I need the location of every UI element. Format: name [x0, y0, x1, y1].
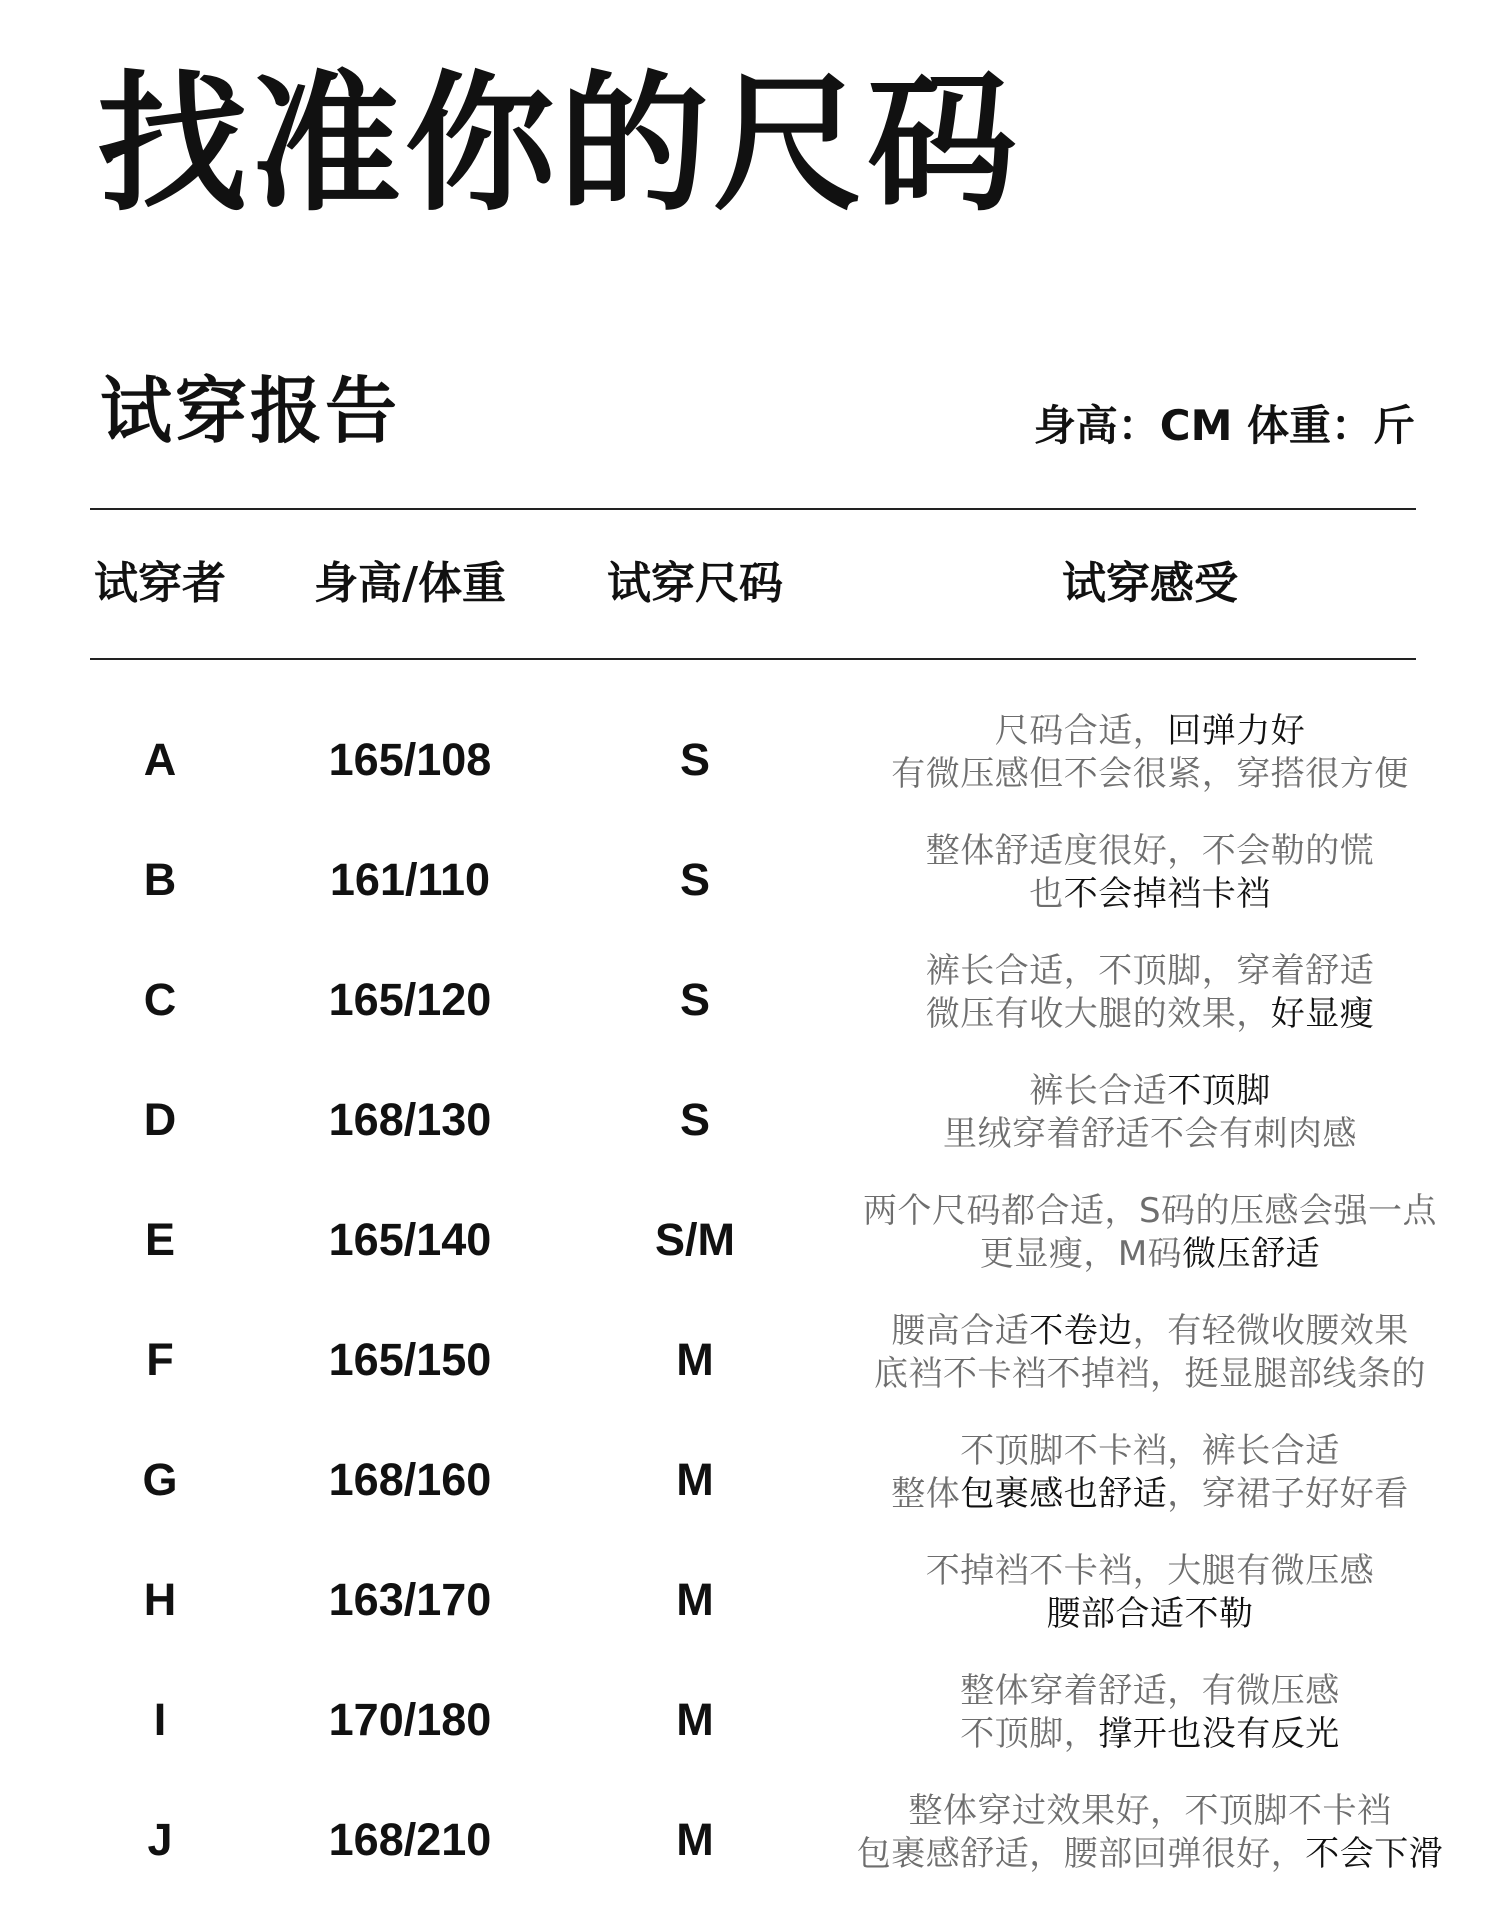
table-row [0, 1780, 1500, 1900]
tester-id: J [147, 1814, 173, 1865]
feedback-highlight: 不会掉裆卡裆 [1063, 874, 1271, 914]
height-weight-value: 165/150 [328, 1334, 492, 1385]
size-value: S [679, 854, 710, 905]
tester-id: H [143, 1574, 177, 1625]
feedback-segment: 整体舒适度很好，不会勒的慌 [925, 831, 1375, 871]
tester-id: E [144, 1214, 175, 1265]
tester-id: A [143, 734, 177, 785]
feedback-highlight: 不顶脚 [1167, 1071, 1271, 1111]
header-feedback: 试穿感受 [1062, 558, 1238, 609]
size-value: S [679, 734, 710, 785]
size-value: M [676, 1574, 714, 1625]
feedback-text [840, 1670, 1460, 1756]
height-weight-value: 168/160 [328, 1454, 492, 1505]
feedback-line [840, 710, 1460, 753]
feedback-segment: 底裆不卡裆不掉裆，挺显腿部线条的 [874, 1354, 1426, 1394]
feedback-segment: 有微压感但不会很紧，穿搭很方便 [891, 754, 1409, 794]
feedback-line [840, 1353, 1460, 1396]
feedback-segment: 尺码合适， [994, 711, 1168, 751]
size-value: S [679, 1094, 710, 1145]
feedback-text [840, 1070, 1460, 1156]
feedback-line [840, 873, 1460, 916]
feedback-line [840, 1550, 1460, 1593]
feedback-segment: 更显瘦，M码 [979, 1234, 1183, 1274]
feedback-line [840, 1670, 1460, 1713]
tester-id: G [142, 1454, 178, 1505]
table-row [0, 700, 1500, 820]
height-weight-value: 165/120 [328, 974, 492, 1025]
feedback-segment: 也 [1029, 874, 1064, 914]
feedback-segment: 整体穿过效果好，不顶脚不卡裆 [908, 1791, 1392, 1831]
height-weight-value: 161/110 [329, 854, 491, 905]
feedback-line [840, 1833, 1460, 1876]
feedback-segment: 里绒穿着舒适不会有刺肉感 [943, 1114, 1357, 1154]
tester-id: I [153, 1694, 167, 1745]
height-weight-value: 168/210 [328, 1814, 492, 1865]
feedback-line [840, 1310, 1460, 1353]
feedback-line [840, 1070, 1460, 1113]
feedback-segment: 微压有收大腿的效果， [925, 994, 1271, 1034]
feedback-text [840, 710, 1460, 796]
header-tester: 试穿者 [94, 558, 226, 609]
feedback-highlight: 腰部合适不勒 [1046, 1594, 1254, 1634]
feedback-line [840, 1713, 1460, 1756]
size-value: S [679, 974, 710, 1025]
feedback-segment: 两个尺码都合适，S码的压感会强一点 [862, 1191, 1438, 1231]
tester-id: D [143, 1094, 177, 1145]
table-row [0, 1660, 1500, 1780]
size-value: M [676, 1454, 714, 1505]
feedback-segment: 裤长合适，不顶脚，穿着舒适 [925, 951, 1375, 991]
table-header [0, 510, 1500, 658]
feedback-line [840, 1430, 1460, 1473]
tester-id: F [146, 1334, 174, 1385]
feedback-line [840, 1790, 1460, 1833]
feedback-highlight: 不卷边 [1029, 1311, 1133, 1351]
feedback-segment: 裤长合适 [1029, 1071, 1168, 1111]
header-size: 试穿尺码 [607, 558, 783, 609]
feedback-text [840, 830, 1460, 916]
feedback-highlight: 好显瘦 [1270, 994, 1375, 1034]
feedback-text [840, 950, 1460, 1036]
feedback-segment: 腰高合适 [891, 1311, 1030, 1351]
section-title: 试穿报告 [100, 369, 401, 453]
feedback-segment: ，有轻微收腰效果 [1132, 1311, 1409, 1351]
height-weight-value: 165/140 [328, 1214, 492, 1265]
feedback-highlight: 微压舒适 [1182, 1234, 1321, 1274]
height-weight-value: 168/130 [328, 1094, 492, 1145]
table-row [0, 1300, 1500, 1420]
feedback-text [840, 1430, 1460, 1516]
feedback-segment: 不顶脚， [960, 1714, 1099, 1754]
feedback-text [840, 1190, 1460, 1276]
page-title: 找准你的尺码 [97, 58, 1022, 232]
feedback-line [840, 830, 1460, 873]
feedback-highlight: 包裹感也舒适 [960, 1474, 1168, 1514]
table-row [0, 1540, 1500, 1660]
size-value: S/M [654, 1214, 735, 1265]
table-header-rule [90, 658, 1416, 660]
table-row [0, 820, 1500, 940]
feedback-line [840, 1190, 1460, 1233]
size-value: M [676, 1334, 714, 1385]
feedback-line [840, 1113, 1460, 1156]
feedback-line [840, 1593, 1460, 1636]
header-height-weight: 身高/体重 [313, 558, 507, 609]
feedback-segment: 整体 [891, 1474, 961, 1514]
feedback-line [840, 1233, 1460, 1276]
units-note: 身高：CM 体重：斤 [1033, 401, 1415, 450]
tester-id: B [143, 854, 177, 905]
tester-id: C [143, 974, 177, 1025]
feedback-highlight: 撑开也没有反光 [1098, 1714, 1340, 1754]
table-row [0, 1180, 1500, 1300]
feedback-segment: 整体穿着舒适，有微压感 [960, 1671, 1340, 1711]
feedback-text [840, 1790, 1460, 1876]
size-value: M [676, 1814, 714, 1865]
table-body [0, 700, 1500, 1900]
feedback-segment: 包裹感舒适，腰部回弹很好， [856, 1834, 1306, 1874]
feedback-highlight: 不会下滑 [1305, 1834, 1444, 1874]
feedback-segment: 不掉裆不卡裆，大腿有微压感 [925, 1551, 1375, 1591]
height-weight-value: 163/170 [328, 1574, 492, 1625]
feedback-line [840, 753, 1460, 796]
table-row [0, 1420, 1500, 1540]
feedback-highlight: 回弹力好 [1167, 711, 1306, 751]
feedback-text [840, 1550, 1460, 1636]
feedback-text [840, 1310, 1460, 1396]
feedback-segment: ，穿裙子好好看 [1167, 1474, 1409, 1514]
feedback-segment: 不顶脚不卡裆，裤长合适 [960, 1431, 1340, 1471]
feedback-line [840, 950, 1460, 993]
height-weight-value: 170/180 [328, 1694, 492, 1745]
table-row [0, 940, 1500, 1060]
feedback-line [840, 993, 1460, 1036]
table-row [0, 1060, 1500, 1180]
feedback-line [840, 1473, 1460, 1516]
size-value: M [676, 1694, 714, 1745]
height-weight-value: 165/108 [328, 734, 492, 785]
